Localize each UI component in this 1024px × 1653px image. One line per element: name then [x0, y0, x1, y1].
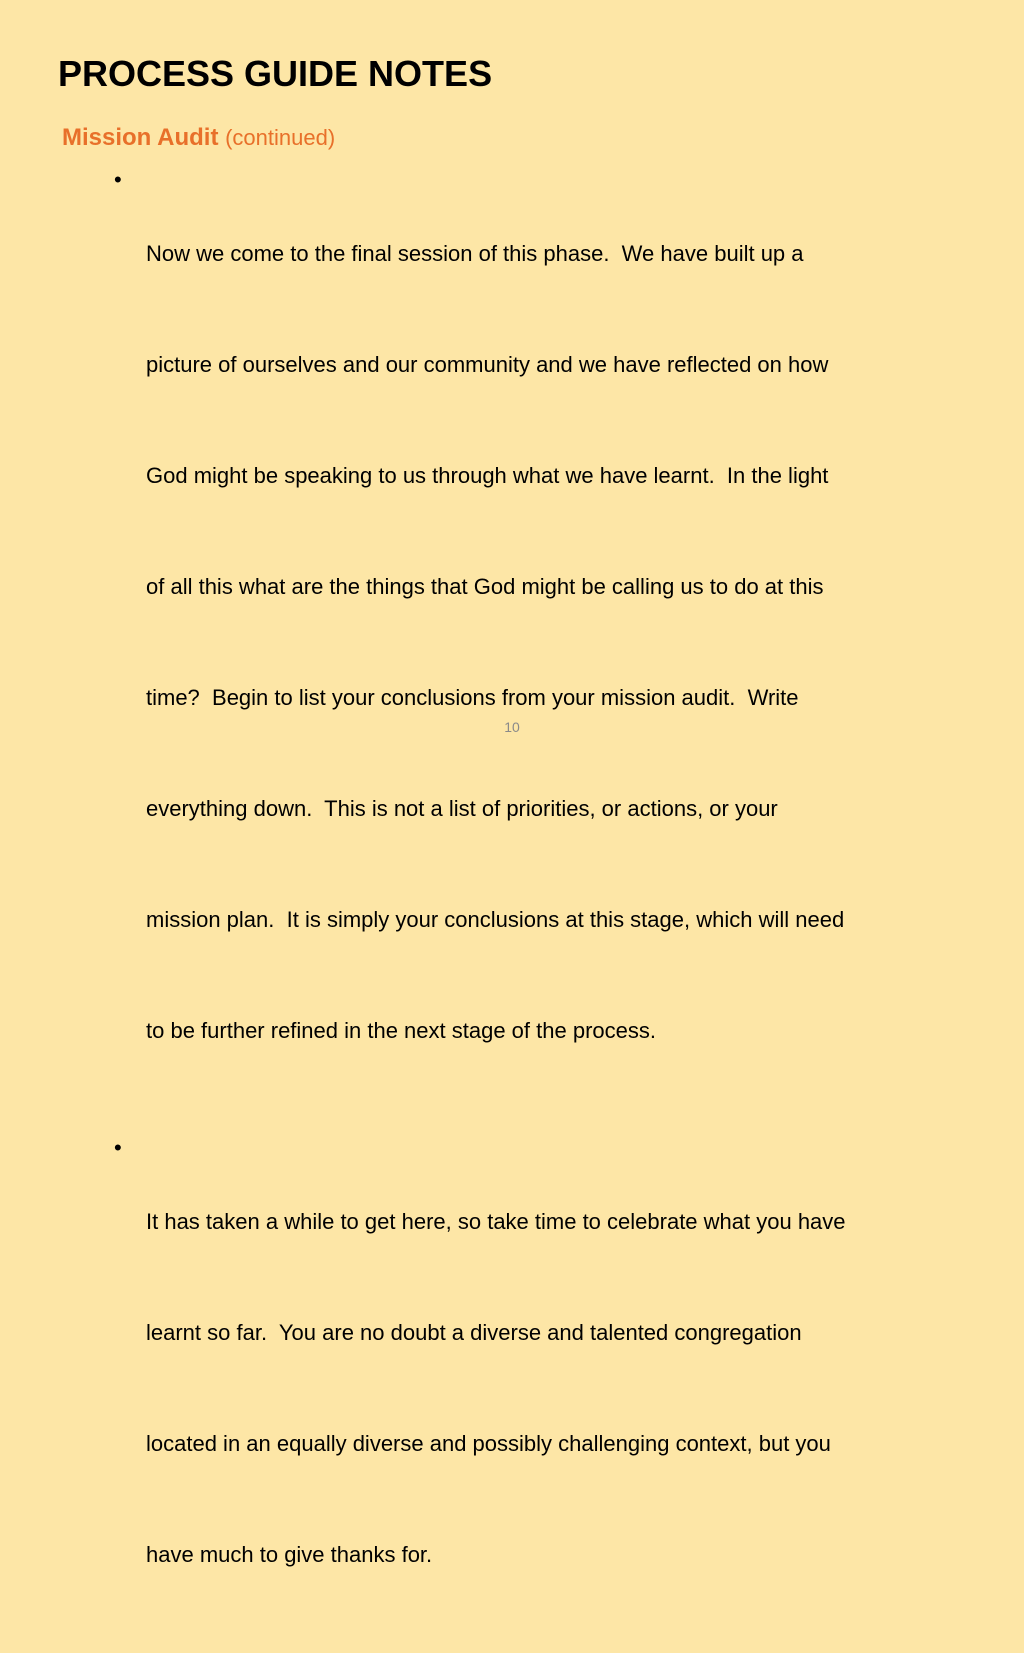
- subtitle-heading: Mission Audit: [62, 124, 219, 151]
- bullet-line: have much to give thanks for.: [146, 1542, 433, 1567]
- bullet-text: [146, 1129, 980, 1647]
- bullet-line: everything down. This is not a list of priorities, or actions, or your: [146, 796, 778, 821]
- bullet-line: to be further refined in the next stage of the process.: [146, 1018, 656, 1043]
- bullet-list: [110, 161, 980, 1653]
- section-subtitle: [62, 122, 335, 154]
- bullet-dot-icon: •: [114, 167, 122, 192]
- slide-title: PROCESS GUIDE NOTES: [58, 53, 493, 94]
- bullet-line: God might be speaking to us through what we have learnt. In the light: [146, 463, 829, 488]
- bullet-line: time? Begin to list your conclusions from your mission audit. Write: [146, 685, 799, 710]
- bullet-item: [110, 161, 980, 1123]
- bullet-dot-icon: •: [114, 1135, 122, 1160]
- bullet-line: learnt so far. You are no doubt a diverse and talented congregation: [146, 1320, 802, 1345]
- bullet-item: [110, 1129, 980, 1647]
- bullet-line: It has taken a while to get here, so take time to celebrate what you have: [146, 1209, 846, 1234]
- bullet-line: mission plan. It is simply your conclusions at this stage, which will need: [146, 907, 845, 932]
- bullet-line: picture of ourselves and our community and we have reflected on how: [146, 352, 829, 377]
- bullet-line: located in an equally diverse and possibly challenging context, but you: [146, 1431, 831, 1456]
- bullet-line: Now we come to the final session of this phase. We have built up a: [146, 241, 804, 266]
- page-number: 10: [504, 719, 520, 735]
- bullet-text: [146, 161, 980, 1123]
- subtitle-note: (continued): [225, 125, 336, 150]
- bullet-line: of all this what are the things that God might be calling us to do at this: [146, 574, 824, 599]
